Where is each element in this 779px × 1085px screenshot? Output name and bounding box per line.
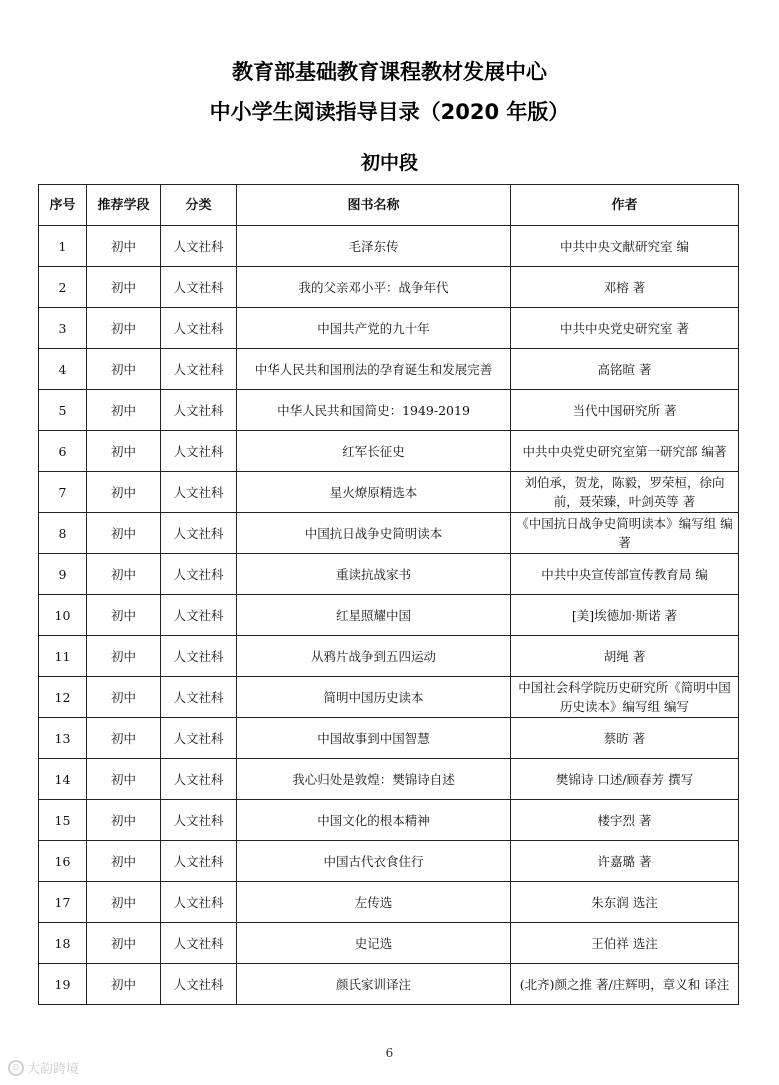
- column-header-number: 序号: [39, 185, 87, 226]
- cell-book-title: 中国故事到中国智慧: [237, 718, 511, 759]
- cell-author: 樊锦诗 口述/顾春芳 撰写: [511, 759, 739, 800]
- cell-number: 14: [39, 759, 87, 800]
- cell-stage: 初中: [87, 800, 161, 841]
- cell-book-title: 简明中国历史读本: [237, 677, 511, 718]
- cell-book-title: 毛泽东传: [237, 226, 511, 267]
- cell-category: 人文社科: [161, 595, 237, 636]
- cell-book-title: 我心归处是敦煌：樊锦诗自述: [237, 759, 511, 800]
- cell-stage: 初中: [87, 636, 161, 677]
- cell-number: 4: [39, 349, 87, 390]
- cell-author: 蔡昉 著: [511, 718, 739, 759]
- table-row: [39, 595, 739, 636]
- cell-number: 15: [39, 800, 87, 841]
- table-row: [39, 267, 739, 308]
- cell-author: [美]埃德加·斯诺 著: [511, 595, 739, 636]
- cell-category: 人文社科: [161, 513, 237, 554]
- cell-stage: 初中: [87, 267, 161, 308]
- cell-category: 人文社科: [161, 923, 237, 964]
- cell-number: 6: [39, 431, 87, 472]
- table-row: [39, 800, 739, 841]
- cell-author: 高铭暄 著: [511, 349, 739, 390]
- cell-category: 人文社科: [161, 431, 237, 472]
- cell-author: (北齐)颜之推 著/庄辉明，章义和 译注: [511, 964, 739, 1005]
- cell-stage: 初中: [87, 472, 161, 513]
- cell-number: 10: [39, 595, 87, 636]
- cell-author: 许嘉璐 著: [511, 841, 739, 882]
- cell-stage: 初中: [87, 923, 161, 964]
- cell-stage: 初中: [87, 308, 161, 349]
- cell-author: 刘伯承，贺龙，陈毅，罗荣桓，徐向前，聂荣臻，叶剑英等 著: [511, 472, 739, 513]
- cell-number: 3: [39, 308, 87, 349]
- cell-category: 人文社科: [161, 472, 237, 513]
- table-row: [39, 431, 739, 472]
- cell-number: 5: [39, 390, 87, 431]
- table-row: [39, 513, 739, 554]
- cell-number: 7: [39, 472, 87, 513]
- document-title: 教育部基础教育课程教材发展中心: [232, 60, 547, 84]
- cell-number: 19: [39, 964, 87, 1005]
- cell-book-title: 左传选: [237, 882, 511, 923]
- cell-category: 人文社科: [161, 964, 237, 1005]
- cell-number: 17: [39, 882, 87, 923]
- cell-author: 中共中央文献研究室 编: [511, 226, 739, 267]
- cell-book-title: 颜氏家训译注: [237, 964, 511, 1005]
- cell-stage: 初中: [87, 841, 161, 882]
- cell-number: 8: [39, 513, 87, 554]
- cell-author: 《中国抗日战争史简明读本》编写组 编著: [511, 513, 739, 554]
- cell-number: 1: [39, 226, 87, 267]
- cell-book-title: 中国古代衣食住行: [237, 841, 511, 882]
- table-row: [39, 349, 739, 390]
- cell-category: 人文社科: [161, 759, 237, 800]
- column-header-category: 分类: [161, 185, 237, 226]
- cell-book-title: 史记选: [237, 923, 511, 964]
- cell-category: 人文社科: [161, 636, 237, 677]
- cell-author: 胡绳 著: [511, 636, 739, 677]
- cell-stage: 初中: [87, 882, 161, 923]
- page-number: 6: [385, 1046, 394, 1060]
- cell-author: 中国社会科学院历史研究所《简明中国历史读本》编写组 编写: [511, 677, 739, 718]
- cell-book-title: 中华人民共和国简史：1949-2019: [237, 390, 511, 431]
- cell-category: 人文社科: [161, 800, 237, 841]
- cell-author: 王伯祥 选注: [511, 923, 739, 964]
- cell-author: 朱东润 选注: [511, 882, 739, 923]
- cell-author: 中共中央党史研究室 著: [511, 308, 739, 349]
- cell-book-title: 红星照耀中国: [237, 595, 511, 636]
- cell-number: 2: [39, 267, 87, 308]
- table-row: [39, 677, 739, 718]
- section-heading: 初中段: [360, 152, 418, 174]
- cell-stage: 初中: [87, 759, 161, 800]
- cell-book-title: 重读抗战家书: [237, 554, 511, 595]
- cell-book-title: 中华人民共和国刑法的孕育诞生和发展完善: [237, 349, 511, 390]
- table-row: [39, 882, 739, 923]
- cell-book-title: 中国文化的根本精神: [237, 800, 511, 841]
- cell-category: 人文社科: [161, 882, 237, 923]
- cell-category: 人文社科: [161, 267, 237, 308]
- cell-category: 人文社科: [161, 226, 237, 267]
- cell-category: 人文社科: [161, 718, 237, 759]
- cell-number: 12: [39, 677, 87, 718]
- cell-category: 人文社科: [161, 554, 237, 595]
- cell-category: 人文社科: [161, 841, 237, 882]
- cell-author: 当代中国研究所 著: [511, 390, 739, 431]
- cell-stage: 初中: [87, 226, 161, 267]
- reading-list-table: [38, 184, 739, 1005]
- cell-stage: 初中: [87, 677, 161, 718]
- cell-number: 13: [39, 718, 87, 759]
- watermark: [8, 1058, 79, 1077]
- cell-book-title: 中国抗日战争史简明读本: [237, 513, 511, 554]
- watermark-logo-icon: D: [8, 1060, 24, 1076]
- cell-book-title: 星火燎原精选本: [237, 472, 511, 513]
- cell-stage: 初中: [87, 718, 161, 759]
- cell-number: 11: [39, 636, 87, 677]
- document-subtitle: 中小学生阅读指导目录（2020 年版）: [209, 100, 570, 124]
- table-row: [39, 554, 739, 595]
- table-row: [39, 841, 739, 882]
- table-row: [39, 390, 739, 431]
- table-row: [39, 636, 739, 677]
- cell-author: 中共中央宣传部宣传教育局 编: [511, 554, 739, 595]
- column-header-stage: 推荐学段: [87, 185, 161, 226]
- cell-category: 人文社科: [161, 677, 237, 718]
- column-header-book-title: 图书名称: [237, 185, 511, 226]
- table-row: [39, 308, 739, 349]
- cell-category: 人文社科: [161, 390, 237, 431]
- cell-book-title: 红军长征史: [237, 431, 511, 472]
- cell-stage: 初中: [87, 595, 161, 636]
- table-row: [39, 759, 739, 800]
- table-row: [39, 226, 739, 267]
- cell-author: 中共中央党史研究室第一研究部 编著: [511, 431, 739, 472]
- table-body: [39, 226, 739, 1005]
- cell-author: 楼宇烈 著: [511, 800, 739, 841]
- cell-stage: 初中: [87, 390, 161, 431]
- watermark-text: 大韵跨境: [27, 1062, 80, 1077]
- cell-category: 人文社科: [161, 308, 237, 349]
- cell-stage: 初中: [87, 431, 161, 472]
- table-row: [39, 718, 739, 759]
- cell-number: 9: [39, 554, 87, 595]
- cell-stage: 初中: [87, 554, 161, 595]
- cell-stage: 初中: [87, 513, 161, 554]
- column-header-author: 作者: [511, 185, 739, 226]
- cell-stage: 初中: [87, 349, 161, 390]
- cell-category: 人文社科: [161, 349, 237, 390]
- cell-number: 16: [39, 841, 87, 882]
- cell-number: 18: [39, 923, 87, 964]
- table-row: [39, 472, 739, 513]
- cell-book-title: 中国共产党的九十年: [237, 308, 511, 349]
- cell-author: 邓榕 著: [511, 267, 739, 308]
- cell-book-title: 我的父亲邓小平：战争年代: [237, 267, 511, 308]
- cell-book-title: 从鸦片战争到五四运动: [237, 636, 511, 677]
- table-row: [39, 964, 739, 1005]
- cell-stage: 初中: [87, 964, 161, 1005]
- table-header-row: [39, 185, 739, 226]
- table-row: [39, 923, 739, 964]
